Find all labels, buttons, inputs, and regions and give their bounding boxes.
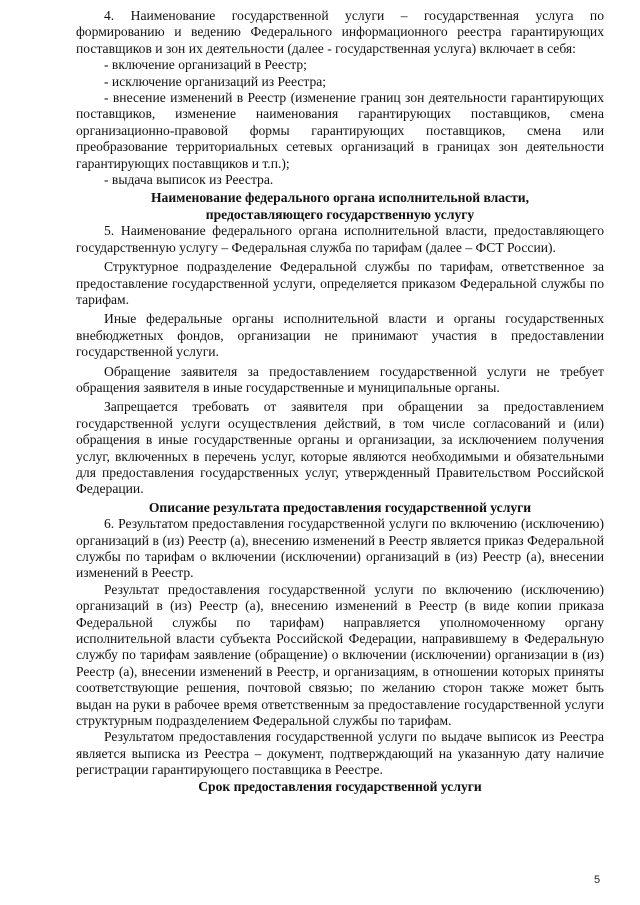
section-6-paragraph: Результат предоставления государственной услуги по включению (исключению) организаций в (из) Реестр (а), внесению изменений в Реестр (в виде копии приказа Федеральной службы по тарифам) направляется уполномоченному органу исполнительной власти субъекта Российской Федерации, направившему в Федеральную службу по тарифам заявление (обращение) о включении (исключении) организации в (из) Реестр (а), внесении изменений в Реестр, и организациям, в отношении которых приняты соответствующие решения, почтовой связью; по желанию сторон также может быть выдан на руки в рабочее время ответственным за предоставление государственной услуги структурным подразделением Федеральной службы по тарифам. [76,581,604,729]
section-5-paragraph: Обращение заявителя за предоставлением государственной услуги не требует обращения заявителя в иные государственные и муниципальные органы. [76,363,604,395]
section-6-paragraph: Результатом предоставления государственной услуги по выдаче выписок из Реестра является выписка из Реестра – документ, подтверждающий на указанную дату наличие регистрации гарантирующего поставщика в Реестре. [76,729,604,778]
section-5-paragraph: Иные федеральные органы исполнительной власти и органы государственных внебюджетных фондов, организации не принимают участия в предоставлении государственной услуги. [76,311,604,360]
heading-authority [76,190,604,223]
heading-authority-line-2: предоставляющего государственную услугу [205,206,475,222]
heading-term: Срок предоставления государственной услуги [198,778,482,794]
section-4-intro: 4. Наименование государственной услуги – государственная услуга по формированию и ведению Федерального информационного реестра гарантирующих поставщиков и зон их деятельности (далее - государственная услуга) включает в себя: [76,8,604,56]
list-item-extracts: - выдача выписок из Реестра. [104,172,274,188]
section-6-paragraph: 6. Результатом предоставления государственной услуги по включению (исключению) организаций в (из) Реестр (а), внесению изменений в Реестр является приказ Федеральной службы по тарифам о включении (исключении) организаций в (из) Реестр (а), внесении изменений в Реестр. [76,516,604,581]
list-item-exclude: - исключение организаций из Реестра; [104,73,327,89]
list-item-changes: - внесение изменений в Реестр (изменение границ зон деятельности гарантирующих поставщиков, изменение наименования гарантирующих поставщиков, смена организационно-правовой формы гарантирующих поставщиков, смена или преобразование территориальных сетевых организаций в границах зон деятельности гарантирующих поставщиков и т.п.); [76,90,604,171]
heading-authority-line-1: Наименование федерального органа исполнительной власти, [150,190,530,206]
document-page [76,8,604,795]
heading-result: Описание результата предоставления государственной услуги [148,499,532,515]
section-5-paragraph: Запрещается требовать от заявителя при обращении за предоставлением государственной услуги осуществления действий, в том числе согласований и (или) обращения в иные государственные органы и организации, за исключением получения услуг, включенных в перечень услуг, которые являются необходимыми и обязательными для предоставления государственных услуг, утвержденный Правительством Российской Федерации. [76,399,604,497]
page-number: 5 [594,874,601,886]
section-5-paragraph: Структурное подразделение Федеральной службы по тарифам, ответственное за предоставление государственной услуги, определяется приказом Федеральной службы по тарифам. [76,259,604,307]
list-item-include: - включение организаций в Реестр; [104,57,307,73]
section-5-paragraph: 5. Наименование федерального органа исполнительной власти, предоставляющего государственную услугу – Федеральная служба по тарифам (далее – ФСТ России). [76,223,604,255]
